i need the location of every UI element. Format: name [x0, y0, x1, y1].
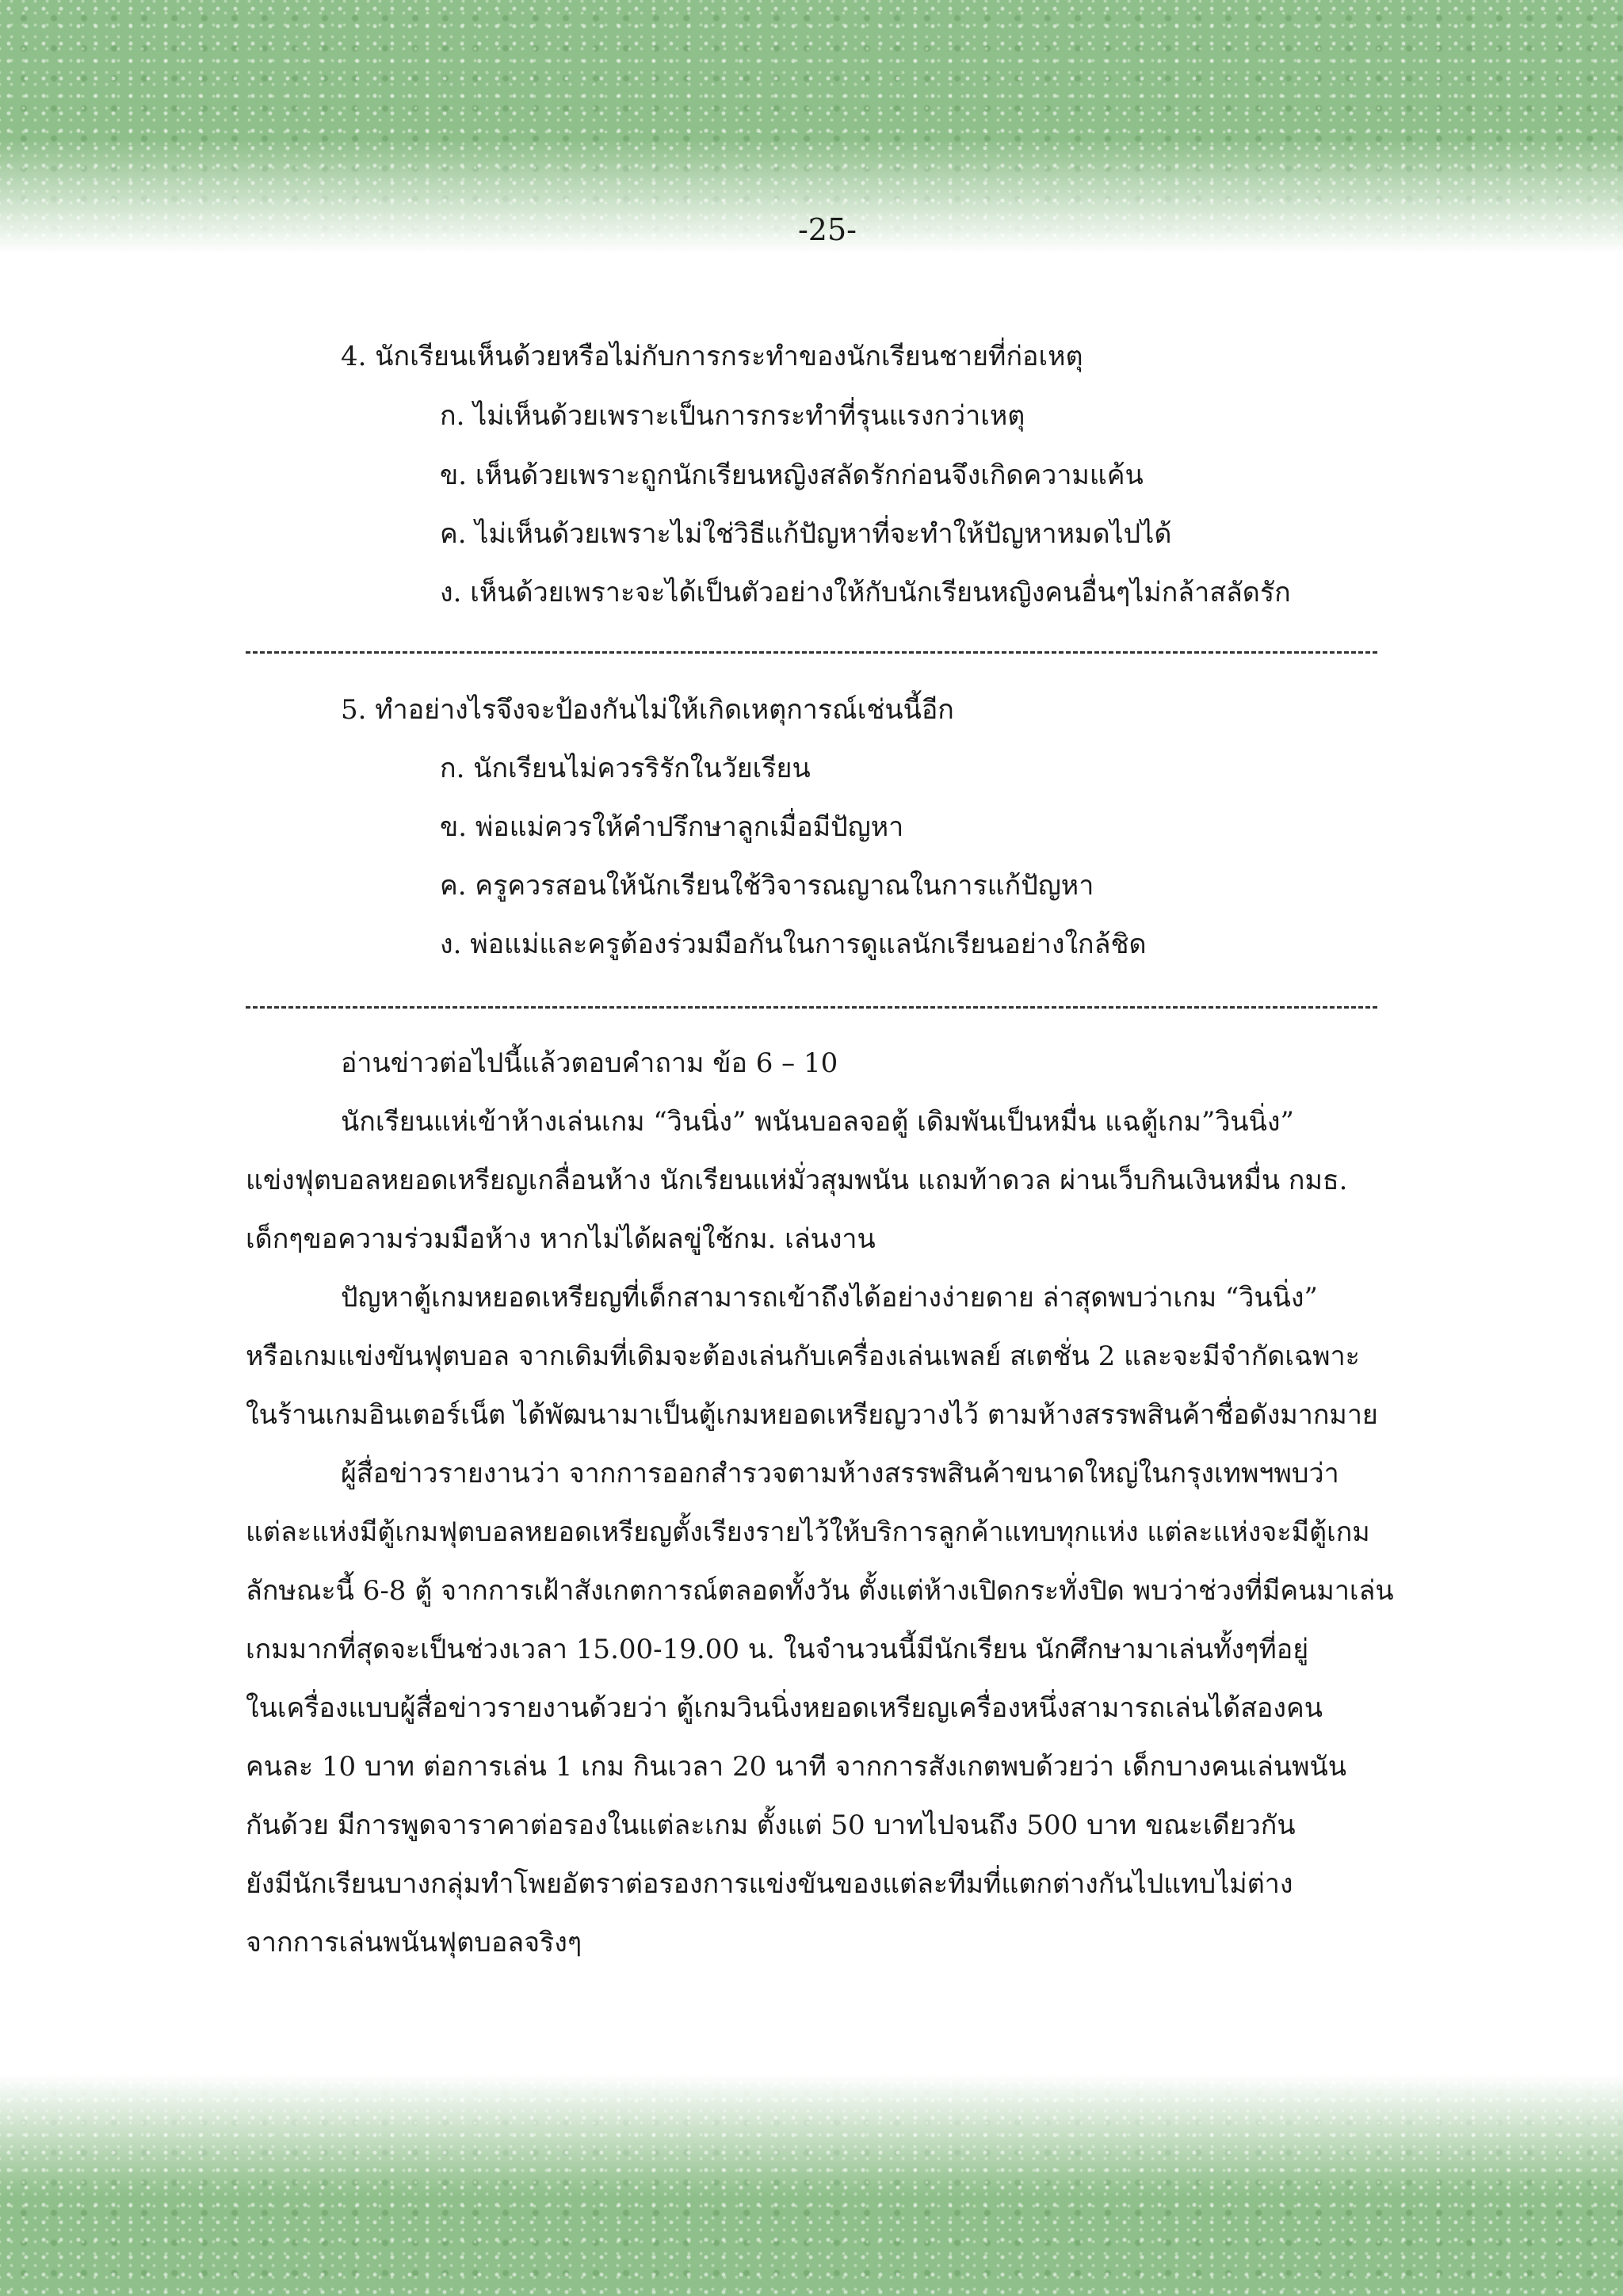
section-divider	[246, 1006, 1377, 1009]
question-4-option-a: ก. ไม่เห็นด้วยเพราะเป็นการกระทำที่รุนแรงกว่าเหตุ	[440, 400, 1025, 432]
article-line: ผู้สื่อข่าวรายงานว่า จากการออกสำรวจตามห้างสรรพสินค้าขนาดใหญ่ในกรุงเทพฯพบว่า	[341, 1458, 1339, 1489]
question-4-stem: 4. นักเรียนเห็นด้วยหรือไม่กับการกระทำของนักเรียนชายที่ก่อเหตุ	[341, 341, 1083, 372]
reading-instruction: อ่านข่าวต่อไปนี้แล้วตอบคำถาม ข้อ 6 – 10	[341, 1047, 838, 1079]
question-5-option-b: ข. พ่อแม่ควรให้คำปรึกษาลูกเมื่อมีปัญหา	[440, 811, 904, 843]
article-line: ปัญหาตู้เกมหยอดเหรียญที่เด็กสามารถเข้าถึงได้อย่างง่ายดาย ล่าสุดพบว่าเกม “วินนิ่ง”	[341, 1282, 1318, 1314]
question-5-option-d: ง. พ่อแม่และครูต้องร่วมมือกันในการดูแลนักเรียนอย่างใกล้ชิด	[440, 929, 1147, 960]
question-5-option-a: ก. นักเรียนไม่ควรริรักในวัยเรียน	[440, 753, 811, 784]
question-5-option-c: ค. ครูควรสอนให้นักเรียนใช้วิจารณญาณในการแก้ปัญหา	[440, 870, 1094, 902]
article-line: กันด้วย มีการพูดจาราคาต่อรองในแต่ละเกม ตั้งแต่ 50 บาทไปจนถึง 500 บาท ขณะเดียวกัน	[246, 1810, 1296, 1841]
article-line: เกมมากที่สุดจะเป็นช่วงเวลา 15.00-19.00 น. ในจำนวนนี้มีนักเรียน นักศึกษามาเล่นทั้งๆที่อยู่	[246, 1634, 1309, 1665]
article-line: ในเครื่องแบบผู้สื่อข่าวรายงานด้วยว่า ตู้เกมวินนิ่งหยอดเหรียญเครื่องหนึ่งสามารถเล่นได้สองคน	[246, 1692, 1323, 1724]
question-4-option-d: ง. เห็นด้วยเพราะจะได้เป็นตัวอย่างให้กับนักเรียนหญิงคนอื่นๆไม่กล้าสลัดรัก	[440, 577, 1291, 608]
article-line: หรือเกมแข่งขันฟุตบอล จากเดิมที่เดิมจะต้องเล่นกับเครื่องเล่นเพลย์ สเตชั่น 2 และจะมีจำกัดเฉพาะ	[246, 1341, 1360, 1372]
article-line: ในร้านเกมอินเตอร์เน็ต ได้พัฒนามาเป็นตู้เกมหยอดเหรียญวางไว้ ตามห้างสรรพสินค้าชื่อดังมากมาย	[246, 1399, 1378, 1431]
question-5-stem: 5. ทำอย่างไรจึงจะป้องกันไม่ให้เกิดเหตุการณ์เช่นนี้อีก	[341, 694, 954, 726]
article-line: ยังมีนักเรียนบางกลุ่มทำโพยอัตราต่อรองการแข่งขันของแต่ละทีมที่แตกต่างกันไปแทบไม่ต่าง	[246, 1868, 1293, 1900]
article-line: เด็กๆขอความร่วมมือห้าง หากไม่ได้ผลขู่ใช้กม. เล่นงาน	[246, 1223, 876, 1255]
decorative-footer-band	[0, 2074, 1623, 2296]
article-line: จากการเล่นพนันฟุตบอลจริงๆ	[246, 1927, 582, 1958]
page-number: -25-	[797, 212, 857, 247]
section-divider	[246, 651, 1377, 654]
question-4-option-b: ข. เห็นด้วยเพราะถูกนักเรียนหญิงสลัดรักก่อนจึงเกิดความแค้น	[440, 460, 1144, 491]
article-line: นักเรียนแห่เข้าห้างเล่นเกม “วินนิ่ง” พนันบอลจอตู้ เดิมพันเป็นหมื่น แฉตู้เกม”วินนิ่ง”	[341, 1106, 1294, 1138]
article-line: แต่ละแห่งมีตู้เกมฟุตบอลหยอดเหรียญตั้งเรียงรายไว้ให้บริการลูกค้าแทบทุกแห่ง แต่ละแห่งจะมีตู้เกม	[246, 1516, 1370, 1548]
article-line: ลักษณะนี้ 6-8 ตู้ จากการเฝ้าสังเกตการณ์ตลอดทั้งวัน ตั้งแต่ห้างเปิดกระทั่งปิด พบว่าช่วงที่มีคนมาเล่น	[246, 1575, 1394, 1607]
article-line: คนละ 10 บาท ต่อการเล่น 1 เกม กินเวลา 20 นาที จากการสังเกตพบด้วยว่า เด็กบางคนเล่นพนัน	[246, 1751, 1346, 1783]
question-4-option-c: ค. ไม่เห็นด้วยเพราะไม่ใช่วิธีแก้ปัญหาที่จะทำให้ปัญหาหมดไปได้	[440, 518, 1172, 550]
article-line: แข่งฟุตบอลหยอดเหรียญเกลื่อนห้าง นักเรียนแห่มั่วสุมพนัน แถมท้าดวล ผ่านเว็บกินเงินหมื่น กมธ.	[246, 1165, 1348, 1196]
